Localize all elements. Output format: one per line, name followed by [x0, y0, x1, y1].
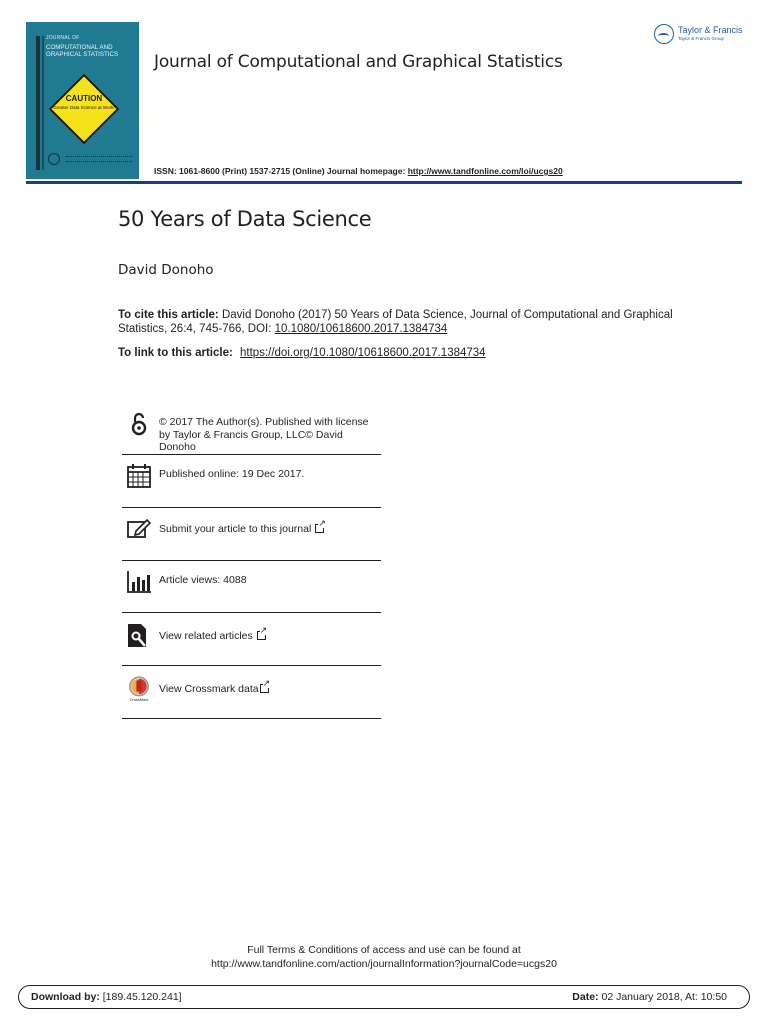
article-title: 50 Years of Data Science	[118, 207, 372, 231]
article-doi-link[interactable]: https://doi.org/10.1080/10618600.2017.1384734	[240, 347, 486, 359]
header-divider	[26, 181, 742, 184]
views-row	[122, 561, 381, 613]
bar-chart-icon	[126, 569, 152, 595]
crossmark-icon	[126, 676, 152, 702]
cover-journal-of: JOURNAL OF	[46, 35, 80, 41]
link-to-article	[118, 347, 486, 359]
submit-link[interactable]	[159, 523, 324, 536]
cover-seal-icon	[48, 153, 60, 165]
article-author: David Donoho	[118, 262, 214, 278]
journal-homepage-link[interactable]: http://www.tandfonline.com/loi/ucgs20	[407, 166, 563, 176]
related-link[interactable]	[159, 630, 266, 643]
related-row[interactable]	[122, 613, 381, 666]
cover-title: COMPUTATIONAL AND GRAPHICAL STATISTICS	[46, 44, 119, 58]
cite-text: David Donoho (2017) 50 Years of Data Science, Journal of Computational and Graphical Statistics, 26:4, 745-766, DOI:	[118, 309, 673, 335]
caution-subtext: Greater Data Science at Work!	[53, 105, 115, 110]
external-link-icon	[257, 631, 266, 640]
journal-title: Journal of Computational and Graphical Statistics	[154, 52, 563, 72]
crossmark-row[interactable]	[122, 666, 381, 719]
open-access-icon	[126, 411, 152, 437]
terms-line-1: Full Terms & Conditions of access and use can be found at	[247, 944, 521, 956]
related-text: View related articles	[159, 630, 253, 642]
cite-doi-link[interactable]: 10.1080/10618600.2017.1384734	[274, 323, 448, 335]
submit-row[interactable]	[122, 508, 381, 561]
download-by	[31, 991, 182, 1003]
download-label: Download by:	[31, 991, 100, 1003]
terms-link[interactable]: http://www.tandfonline.com/action/journalInformation?journalCode=ucgs20	[211, 958, 557, 970]
published-text: Published online: 19 Dec 2017.	[159, 468, 305, 480]
caution-label: CAUTION	[65, 94, 103, 103]
issn-line	[154, 166, 563, 176]
license-text: © 2017 The Author(s). Published with license by Taylor & Francis Group, LLC© David Donoho	[159, 416, 369, 453]
crossmark-link[interactable]	[159, 683, 269, 696]
issn-text: ISSN: 1061-8600 (Print) 1537-2715 (Online) Journal homepage:	[154, 166, 406, 176]
terms-block	[0, 943, 768, 971]
taylor-francis-emblem-icon	[654, 24, 674, 44]
publisher-group: Taylor & Francis Group	[678, 36, 725, 41]
crossmark-text: View Crossmark data	[159, 683, 259, 695]
date-value: 02 January 2018, At: 10:50	[601, 991, 727, 1003]
download-info-bar	[18, 985, 750, 1009]
cover-decoration	[66, 156, 132, 162]
cover-spine-stripe	[42, 36, 44, 170]
published-row	[122, 455, 381, 508]
crossmark-logo-text: CrossMark	[129, 697, 149, 702]
download-ip: [189.45.120.241]	[102, 991, 182, 1003]
search-document-icon	[126, 623, 152, 649]
date-label: Date:	[572, 991, 599, 1003]
publisher-name: Taylor & Francis	[678, 25, 743, 35]
cover-spine	[36, 36, 40, 170]
journal-cover-image	[26, 22, 139, 179]
submit-text: Submit your article to this journal	[159, 523, 312, 535]
license-row	[122, 408, 381, 455]
cite-label: To cite this article:	[118, 309, 219, 321]
caution-sign-text	[53, 94, 115, 110]
citation-block	[118, 308, 678, 336]
download-date	[572, 991, 727, 1003]
views-text: Article views: 4088	[159, 574, 247, 586]
article-info-list	[122, 408, 381, 719]
calendar-icon	[126, 463, 152, 489]
external-link-icon	[315, 524, 324, 533]
edit-document-icon	[126, 516, 152, 542]
external-link-icon	[260, 684, 269, 693]
link-label: To link to this article:	[118, 347, 233, 359]
